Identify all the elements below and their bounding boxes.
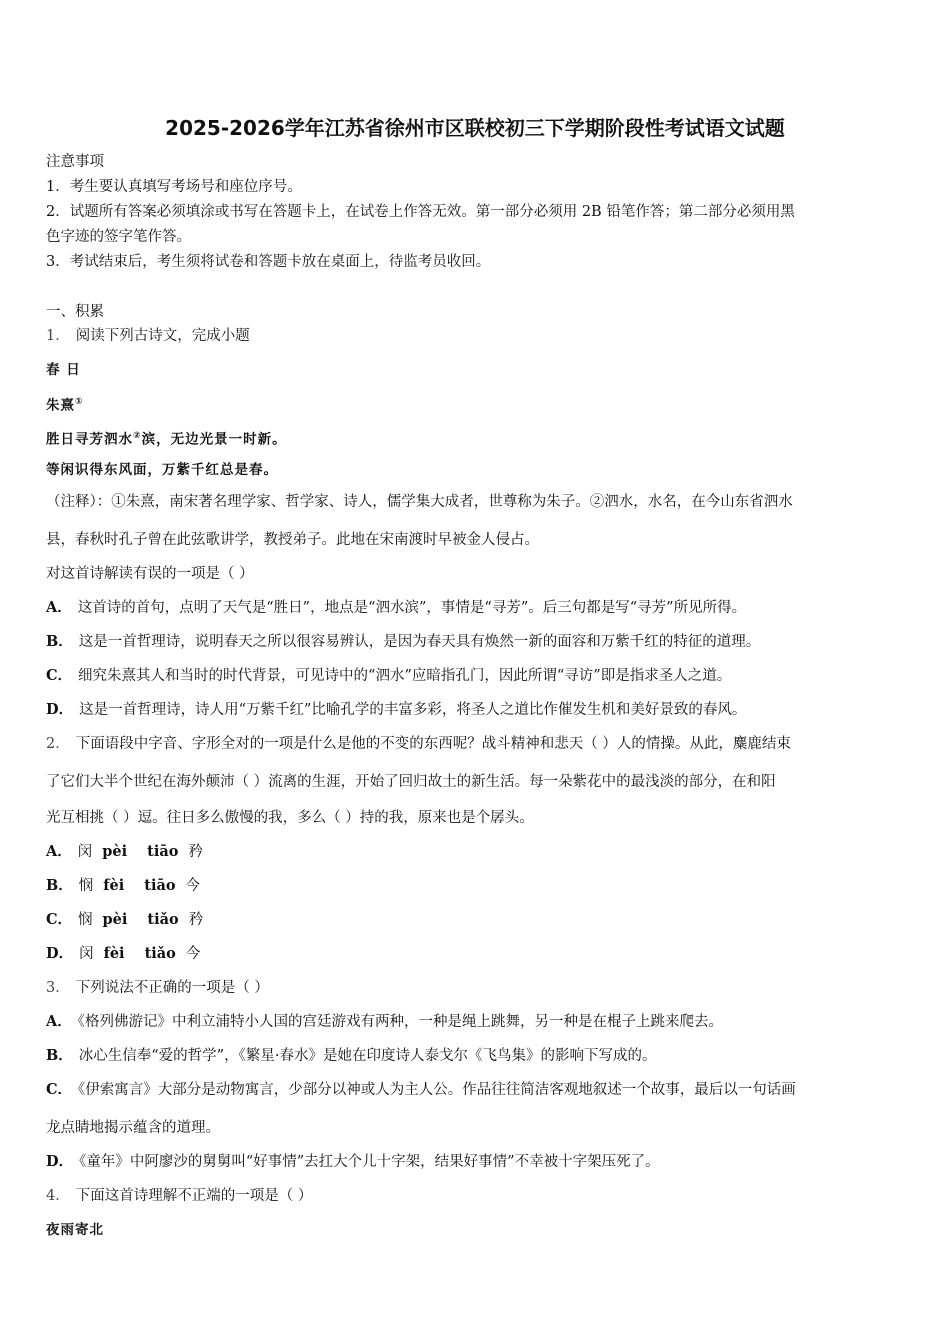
option-text: 《伊索寓言》大部分是动物寓言，少部分以神或人为主人公。作品往往简洁客观地叙述一个故事，最后以一句话画 — [78, 1082, 796, 1098]
question-text: 下面这首诗理解不正端的一项是（ ） — [75, 1188, 313, 1204]
option-letter: C． — [46, 1081, 73, 1098]
option-pinyin: tiǎo — [147, 911, 179, 928]
option-text: 《格列佛游记》中利立浦特小人国的宫廷游戏有两种，一种是绳上跳舞，另一种是在棍子上跳来爬去。 — [77, 1014, 724, 1030]
question-number: 2． — [46, 736, 70, 752]
option-char: 矜 — [188, 912, 204, 928]
option-c-continued — [46, 1118, 908, 1138]
section-heading: 一、积累 — [46, 304, 104, 320]
option-b — [46, 1046, 908, 1066]
option-a — [46, 842, 908, 862]
option-letter: B． — [46, 877, 73, 894]
option-letter: A． — [46, 1013, 72, 1030]
option-char: 今 — [185, 946, 201, 962]
option-a — [46, 598, 908, 618]
question-text: 下列说法不正确的一项是（ ） — [75, 980, 269, 996]
notice-heading: 注意事项 — [46, 154, 104, 170]
question-number: 3． — [46, 980, 70, 996]
option-char: 悯 — [78, 878, 94, 894]
poet-name: 朱熹 — [46, 397, 75, 414]
option-pinyin: tiǎo — [144, 945, 176, 962]
poem-title: 春 日 — [46, 362, 81, 378]
notice-item: 1．考生要认真填写考场号和座位序号。 — [46, 179, 302, 195]
option-letter: C． — [46, 667, 73, 684]
option-pinyin: fèi — [103, 877, 125, 894]
notice-item: 3．考试结束后，考生须将试卷和答题卡放在桌面上，待监考员收回。 — [46, 254, 491, 270]
option-pinyin: fèi — [103, 945, 125, 962]
option-letter: D． — [46, 945, 74, 962]
option-letter: D． — [46, 701, 74, 718]
option-text: 这是一首哲理诗，说明春天之所以很容易辨认，是因为春天具有焕然一新的面容和万紫千红的特征的道理。 — [78, 634, 761, 650]
option-letter: B． — [46, 633, 73, 650]
question-text: 了它们大半个世纪在海外颠沛（ ）流离的生涯，开始了回归故土的新生活。每一朵紫花中的最浅淡的部分，在和阳 — [46, 774, 776, 790]
question-text: 对这首诗解读有误的一项是（ ） — [46, 566, 254, 582]
option-pinyin: pèi — [102, 843, 128, 860]
poem-line — [46, 426, 908, 450]
option-a — [46, 1012, 908, 1032]
option-char: 闵 — [77, 844, 93, 860]
poem-line: 等闲识得东风面，万紫千红总是春。 — [46, 462, 278, 478]
option-letter: B． — [46, 1047, 73, 1064]
question-text: 下面语段中字音、字形全对的一项是什么是他的不变的东西呢？战斗精神和悲天（ ）人的情操。从此，麋鹿结束 — [75, 736, 791, 752]
page-title: 2025-2026学年江苏省徐州市区联校初三下学期阶段性考试语文试题 — [165, 116, 785, 140]
question-text: 光互相挑（ ）逗。往日多么傲慢的我，多么（ ）持的我，原来也是个孱头。 — [46, 810, 534, 826]
question-text: 阅读下列古诗文，完成小题 — [75, 328, 250, 344]
poem-title: 夜雨寄北 — [46, 1222, 104, 1238]
option-pinyin: tiāo — [147, 843, 179, 860]
option-text: 龙点睛地揭示蕴含的道理。 — [46, 1120, 220, 1136]
option-char: 矜 — [188, 844, 203, 860]
option-b — [46, 876, 908, 896]
option-d — [46, 944, 908, 964]
option-c — [46, 1080, 908, 1100]
poem-text: 胜日寻芳泗水 — [46, 431, 133, 448]
option-char: 闵 — [79, 946, 94, 962]
question-4-stem — [46, 1186, 908, 1206]
option-pinyin: tiāo — [144, 877, 176, 894]
option-text: 冰心生信奉“爱的哲学”，《繁星·春水》是她在印度诗人泰戈尔《飞鸟集》的影响下写成的。 — [78, 1048, 657, 1064]
option-letter: D． — [46, 1153, 74, 1170]
question-1-stem — [46, 326, 908, 346]
option-c — [46, 910, 908, 930]
option-char: 今 — [185, 878, 201, 894]
question-3-stem — [46, 978, 908, 998]
option-letter: C． — [46, 911, 73, 928]
poem-author — [46, 392, 908, 416]
poem-text: 滨，无边光景一时新。 — [141, 431, 287, 448]
option-letter: A． — [46, 843, 72, 860]
option-text: 细究朱熹其人和当时的时代背景，可见诗中的“泗水”应暗指孔门，因此所谓“寻访”即是指求圣人之道。 — [78, 668, 732, 684]
notice-item: 色字迹的签字笔作答。 — [46, 229, 191, 245]
option-letter: A． — [46, 599, 72, 616]
option-d — [46, 1152, 908, 1172]
option-b — [46, 632, 908, 652]
option-d — [46, 700, 908, 720]
poem-note: （注释）：①朱熹，南宋著名理学家、哲学家、诗人，儒学集大成者，世尊称为朱子。②泗水，水名，在今山东省泗水 — [46, 494, 793, 510]
option-pinyin: pèi — [102, 911, 128, 928]
question-number: 1． — [46, 328, 70, 344]
question-number: 4． — [46, 1188, 70, 1204]
option-c — [46, 666, 908, 686]
poem-note: 县，春秋时孔子曾在此弦歌讲学，教授弟子。此地在宋南渡时早被金人侵占。 — [46, 532, 539, 548]
footnote-mark: ② — [133, 431, 142, 441]
notice-item: 2．试题所有答案必须填涂或书写在答题卡上，在试卷上作答无效。第一部分必须用 2B 铅笔作答；第二部分必须用黑 — [46, 204, 795, 220]
option-text: 《童年》中阿廖沙的舅舅叫“好事情”去扛大个儿十字架，结果好事情”不幸被十字架压死了。 — [79, 1154, 660, 1170]
option-char: 悯 — [78, 912, 93, 928]
option-text: 这首诗的首句，点明了天气是“胜日”，地点是“泗水滨”，事情是“寻芳”。后三句都是写“寻芳”所见所得。 — [77, 600, 747, 616]
question-2-stem — [46, 734, 908, 754]
option-text: 这是一首哲理诗，诗人用“万紫千红”比喻孔学的丰富多彩，将圣人之道比作催发生机和美好景致的春风。 — [79, 702, 747, 718]
footnote-mark: ① — [75, 397, 84, 407]
